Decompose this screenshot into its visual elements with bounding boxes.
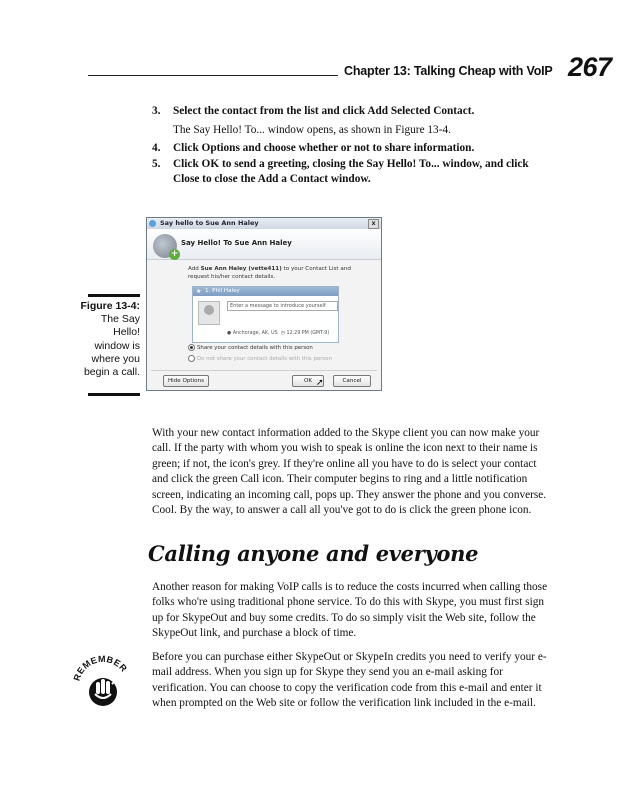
remember-label: REMEMBER — [72, 653, 130, 683]
window-title: Say hello to Sue Ann Haley — [160, 219, 259, 227]
radio-selected-icon[interactable] — [188, 344, 195, 351]
ok-button[interactable]: OK — [292, 375, 324, 387]
step-list — [152, 104, 552, 188]
paragraph-skypeout: Another reason for making VoIP calls is to reduce the costs incurred when calling those folks who're using traditional phone service. To do this with Skype, you must first sign up for SkypeOut and buy some credits. To do so simply visit the Web site, follow the SkypeOut link, and purchase a block of time. — [152, 581, 548, 640]
step-text: Click Options and choose whether or not to share information. — [173, 142, 475, 155]
chapter-title: Chapter 13: Talking Cheap with VoIP — [344, 64, 553, 78]
step-item — [152, 157, 552, 188]
location: Anchorage, AK, US — [232, 331, 278, 336]
window-titlebar — [147, 218, 381, 229]
cancel-button[interactable]: Cancel — [333, 375, 371, 387]
close-button[interactable]: x — [368, 219, 379, 229]
step-number: 4. — [152, 142, 161, 155]
share-option[interactable] — [188, 344, 313, 351]
section-heading: Calling anyone and everyone — [148, 541, 479, 566]
page-number: 267 — [568, 52, 612, 82]
skype-icon — [149, 220, 156, 227]
step-item — [152, 141, 552, 157]
noshare-option-label: Do not share your contact details with this person — [197, 356, 332, 362]
header-rule — [88, 75, 338, 76]
paragraph-calls: With your new contact information added to the Skype client you can now make your call. If the party with whom you wish to speak is online the icon next to their name is green; if not, the icon's grey. If they're online all you have to do is select your contact and click the green Call icon. Their computer begins to ring and a little notification screen, indicating an incoming call, pops up. They answer the phone and you converse. Cool. By the way, to answer a call all you've got to do is click the green phone icon. — [152, 427, 547, 517]
location-line — [227, 331, 329, 336]
add-prefix: Add — [188, 266, 199, 272]
figure-caption — [80, 300, 140, 379]
message-input[interactable]: Enter a message to introduce yourself — [227, 301, 338, 311]
hide-options-button[interactable]: Hide Options — [163, 375, 209, 387]
contact-card — [192, 286, 339, 343]
paragraph-verification: Before you can purchase either SkypeOut or SkypeIn credits you need to verify your e-mail address. When you sign up for Skype they send you an e-mail asking for verification. You can choose to copy the verification code from this e-mail and enter it when prompted on the Web site or follow the verification link included in the e-mail. — [152, 651, 547, 710]
say-hello-window — [146, 217, 382, 391]
window-header — [147, 229, 381, 260]
add-suffix: to your Contact List and request his/her contact details. — [188, 266, 351, 280]
clock-icon: ◷ — [280, 331, 285, 336]
figure-caption-text: The Say Hello! window is where you begin a call. — [83, 313, 140, 379]
share-option-label: Share your contact details with this person — [197, 345, 313, 351]
remember-icon — [72, 650, 134, 712]
star-icon: ★ — [196, 288, 202, 295]
add-contact-text — [188, 266, 368, 281]
window-heading: Say Hello! To Sue Ann Haley — [181, 239, 292, 247]
figure-label: Figure 13-4: — [80, 300, 140, 312]
location-icon: ● — [227, 331, 232, 336]
caption-rule-top — [88, 294, 140, 297]
add-contact-icon — [153, 234, 177, 258]
local-time: 12:29 PM (GMT-9) — [286, 331, 330, 336]
step-text: Select the contact from the list and click Add Selected Contact. — [173, 105, 475, 117]
radio-icon[interactable] — [188, 355, 195, 362]
step-item — [152, 104, 552, 120]
step-number: 3. — [152, 105, 161, 117]
step-text: Click OK to send a greeting, closing the Say Hello! To... window, and click Close to close the Add a Contact window. — [173, 157, 529, 186]
step-number: 5. — [152, 157, 161, 170]
mouse-pointer-icon: ➚ — [316, 378, 324, 388]
step-note: The Say Hello! To... window opens, as shown in Figure 13-4. — [173, 123, 451, 136]
plus-icon: + — [170, 249, 179, 259]
avatar — [198, 301, 220, 325]
caption-rule-bottom — [88, 393, 140, 396]
svg-text:REMEMBER — [72, 654, 129, 682]
contact-bar-label: 1. Phil Haley — [205, 288, 240, 294]
contact-bar — [193, 287, 338, 296]
contact-name: Sue Ann Haley (vette411) — [200, 266, 282, 272]
noshare-option[interactable] — [188, 355, 332, 362]
window-divider — [151, 370, 377, 371]
